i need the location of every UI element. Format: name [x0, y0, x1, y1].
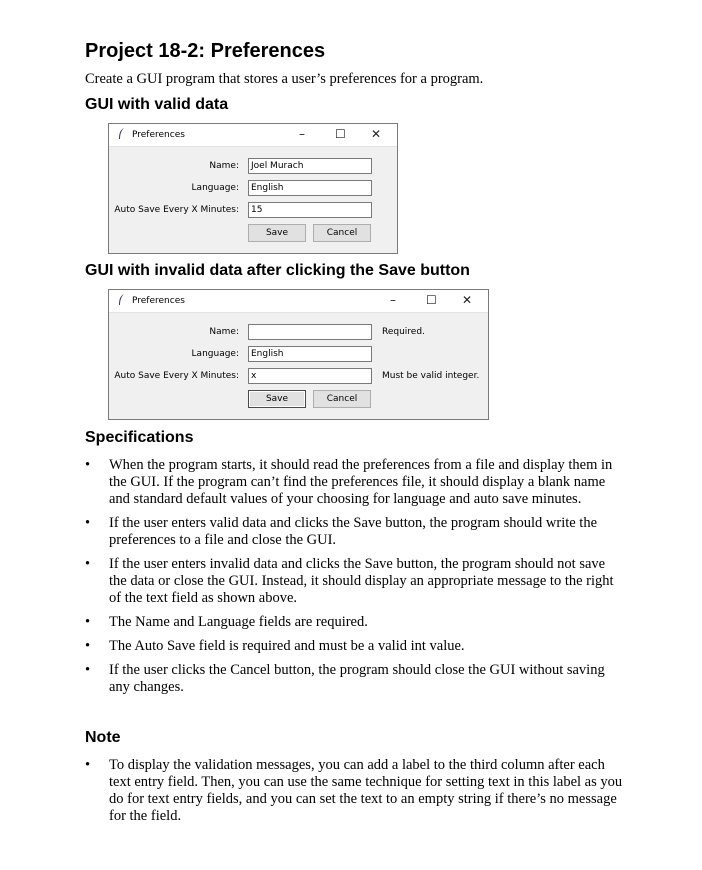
- autosave-field[interactable]: x: [248, 368, 372, 384]
- maximize-icon[interactable]: ☐: [335, 127, 346, 141]
- window-titlebar: [109, 290, 488, 313]
- language-label: Language:: [191, 349, 239, 359]
- language-field[interactable]: English: [248, 180, 372, 196]
- save-button[interactable]: Save: [248, 224, 306, 242]
- feather-icon: [118, 294, 125, 306]
- language-label: Language:: [191, 183, 239, 193]
- language-field[interactable]: English: [248, 346, 372, 362]
- preferences-window-invalid: [108, 289, 489, 420]
- bullet: •: [85, 556, 91, 572]
- list-item: • The Name and Language fields are required.: [85, 614, 368, 630]
- maximize-icon[interactable]: ☐: [426, 293, 437, 307]
- close-icon[interactable]: ✕: [462, 293, 473, 307]
- cancel-button[interactable]: Cancel: [313, 390, 371, 408]
- autosave-field[interactable]: 15: [248, 202, 372, 218]
- name-field[interactable]: [248, 324, 372, 340]
- section-heading-invalid: GUI with invalid data after clicking the Save button: [85, 262, 470, 279]
- window-titlebar: [109, 124, 397, 147]
- note-list: [85, 757, 625, 832]
- bullet: •: [85, 457, 91, 473]
- bullet: •: [85, 638, 91, 654]
- note-heading: Note: [85, 729, 121, 746]
- autosave-label: Auto Save Every X Minutes:: [114, 371, 239, 381]
- bullet: •: [85, 515, 91, 531]
- close-icon[interactable]: ✕: [371, 127, 382, 141]
- list-item: • When the program starts, it should read the preferences from a file and display them in the GUI. If the program can’t find the preferences file, it should display a blank name and standard default values of your choosing for language and auto save minutes.: [85, 457, 613, 507]
- name-label: Name:: [209, 327, 239, 337]
- preferences-window-valid: [108, 123, 398, 254]
- feather-icon: [118, 128, 125, 140]
- minimize-icon[interactable]: –: [390, 293, 396, 307]
- section-heading-valid: GUI with valid data: [85, 96, 229, 113]
- list-item: • To display the validation messages, you can add a label to the third column after each text entry field. Then, you can use the same technique for setting text in this label as you do for text entry fields, and you can set the text to an empty string if there’s no message for the field.: [85, 757, 623, 824]
- cancel-button[interactable]: Cancel: [313, 224, 371, 242]
- name-label: Name:: [209, 161, 239, 171]
- bullet: •: [85, 757, 91, 773]
- autosave-label: Auto Save Every X Minutes:: [114, 205, 239, 215]
- bullet: •: [85, 662, 91, 678]
- minimize-icon[interactable]: –: [299, 127, 305, 141]
- window-title: Preferences: [132, 130, 185, 140]
- name-field[interactable]: Joel Murach: [248, 158, 372, 174]
- autosave-error-message: Must be valid integer.: [382, 371, 480, 381]
- intro-text: Create a GUI program that stores a user’s preferences for a program.: [85, 71, 484, 87]
- window-title: Preferences: [132, 296, 185, 306]
- page-title: Project 18-2: Preferences: [85, 40, 326, 62]
- specifications-heading: Specifications: [85, 429, 194, 446]
- save-button[interactable]: Save: [248, 390, 306, 408]
- name-error-message: Required.: [382, 327, 425, 337]
- list-item: • The Auto Save field is required and must be a valid int value.: [85, 638, 465, 654]
- list-item: • If the user clicks the Cancel button, the program should close the GUI without saving any changes.: [85, 662, 605, 695]
- specifications-list: [85, 457, 625, 703]
- list-item: • If the user enters invalid data and clicks the Save button, the program should not save the data or close the GUI. Instead, it should display an appropriate message to the right of the text field as shown above.: [85, 556, 614, 606]
- list-item: • If the user enters valid data and clicks the Save button, the program should write the preferences to a file and close the GUI.: [85, 515, 598, 548]
- bullet: •: [85, 614, 91, 630]
